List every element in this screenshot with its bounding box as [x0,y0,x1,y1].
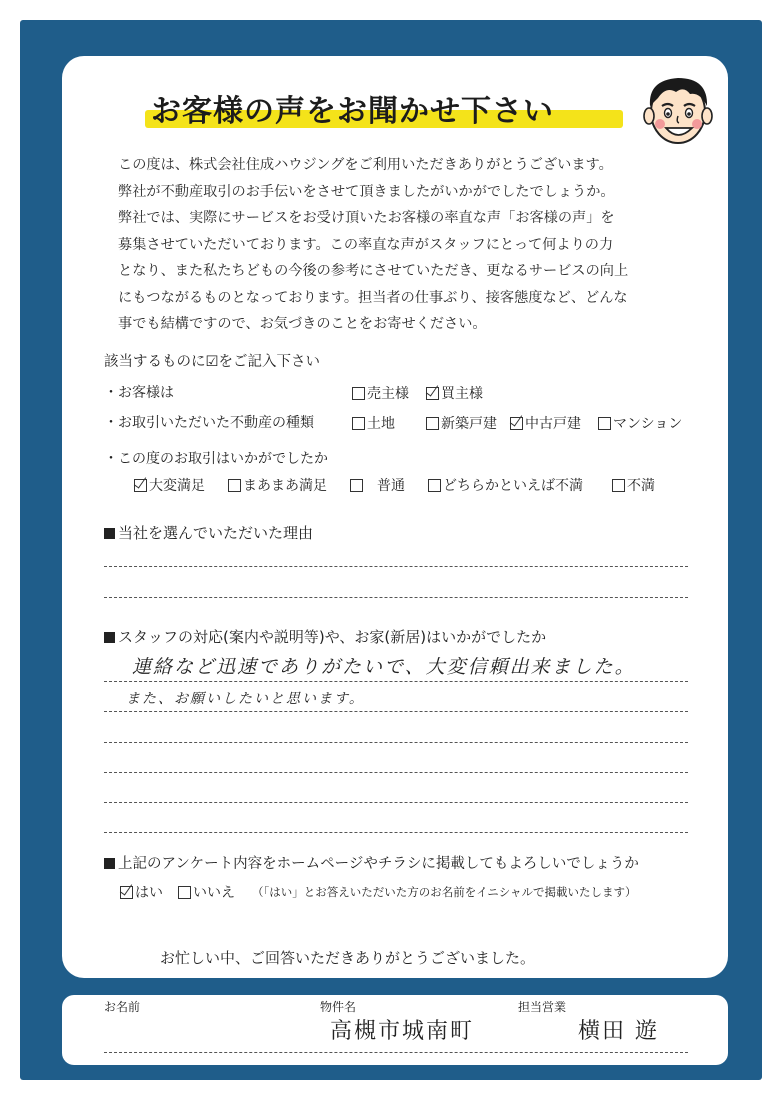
option-rather-dissatisfied[interactable] [428,475,583,495]
checkbox-seller[interactable] [352,387,365,400]
q3-label: ・この度のお取引はいかがでしたか [104,451,328,467]
option-buyer-label: 買主様 [441,386,483,402]
title-block [145,84,625,134]
section-staff-text: スタッフの対応(案内や説明等)や、お家(新居)はいかがでしたか [118,628,547,646]
checkbox-rather-dissatisfied[interactable] [428,479,441,492]
signature-line[interactable] [104,1052,688,1053]
option-new-house[interactable] [426,413,497,433]
checkbox-used-house[interactable] [510,417,523,430]
handwritten-answer-line2: また、お願いしたいと思います。 [126,691,365,707]
q2-label: ・お取引いただいた不動産の種類 [104,415,314,431]
reason-line-2[interactable] [104,597,688,598]
staff-line-1[interactable] [104,681,688,682]
page-title: お客様の声をお聞かせ下さい [151,94,554,129]
staff-face-illustration [638,68,718,148]
staff-line-4[interactable] [104,772,688,773]
section-publish-heading [104,852,639,873]
intro-paragraph [118,152,708,338]
sales-rep-label: 担当営業 [518,1000,567,1014]
section-reason-text: 当社を選んでいただいた理由 [118,524,314,542]
section-bullet [104,632,115,643]
option-land[interactable] [352,413,395,433]
sales-rep-handwritten: 横田 遊 [578,1019,659,1044]
option-land-label: 土地 [367,416,395,432]
option-somewhat-satisfied-label: まあまあ満足 [243,478,327,494]
section-reason-heading [104,522,313,543]
instruction-text: 該当するものに☑をご記入下さい [104,354,320,370]
section-bullet [104,858,115,869]
publish-yes[interactable] [120,882,163,902]
checkbox-somewhat-satisfied[interactable] [228,479,241,492]
section-staff-heading [104,626,546,647]
q1-label: ・お客様は [104,385,174,401]
intro-line: 弊社が不動産取引のお手伝いをさせて頂きましたがいかがでしたでしょうか。 [118,183,615,200]
option-dissatisfied-label: 不満 [627,478,655,494]
option-mansion[interactable] [598,413,682,433]
checkbox-land[interactable] [352,417,365,430]
staff-line-6[interactable] [104,832,688,833]
checkbox-dissatisfied[interactable] [612,479,625,492]
staff-line-3[interactable] [104,742,688,743]
checkbox-publish-yes[interactable] [120,886,133,899]
staff-line-2[interactable] [104,711,688,712]
intro-line: この度は、株式会社住成ハウジングをご利用いただきありがとうございます。 [118,157,613,173]
handwritten-answer-line1: 連絡など迅速でありがたいで、大変信頼出来ました。 [132,656,636,678]
staff-line-5[interactable] [104,802,688,803]
option-dissatisfied[interactable] [612,475,655,495]
option-used-house-label: 中古戸建 [525,416,581,432]
publish-no[interactable] [178,882,235,902]
property-label: 物件名 [320,1000,357,1014]
checkbox-new-house[interactable] [426,417,439,430]
option-buyer[interactable] [426,383,483,403]
publish-note: （「はい」とお答えいただいた方のお名前をイニシャルで掲載いたします） [252,885,637,899]
intro-line: 事でも結構ですので、お気づきのことをお寄せください。 [118,316,487,332]
checkbox-mansion[interactable] [598,417,611,430]
publish-no-label: いいえ [193,885,235,901]
option-used-house[interactable] [510,413,581,433]
option-somewhat-satisfied[interactable] [228,475,327,495]
option-mansion-label: マンション [613,416,683,432]
checkbox-very-satisfied[interactable] [134,479,147,492]
intro-line: 弊社では、実際にサービスをお受け頂いたお客様の率直な声「お客様の声」を [118,210,615,226]
option-very-satisfied-label: 大変満足 [149,478,205,494]
reason-line-1[interactable] [104,566,688,567]
section-publish-text: 上記のアンケート内容をホームページやチラシに掲載してもよろしいでしょうか [118,856,639,872]
option-seller[interactable] [352,383,409,403]
checkbox-normal[interactable] [350,479,363,492]
option-rather-dissatisfied-label: どちらかといえば不満 [443,478,583,494]
option-normal-label: 普通 [377,478,405,494]
checkbox-buyer[interactable] [426,387,439,400]
option-seller-label: 売主様 [367,386,409,402]
intro-line: となり、また私たちどもの今後の参考にさせていただき、更なるサービスの向上 [118,263,629,279]
option-new-house-label: 新築戸建 [441,416,497,432]
section-bullet [104,528,115,539]
option-normal[interactable] [350,475,405,495]
property-name-handwritten: 高槻市城南町 [330,1019,475,1044]
intro-line: 募集させていただいております。この率直な声がスタッフにとって何よりの力 [118,236,614,253]
name-label: お名前 [104,1000,141,1014]
thanks-message: お忙しい中、ご回答いただきありがとうございました。 [160,949,536,967]
option-very-satisfied[interactable] [134,475,205,495]
checkbox-publish-no[interactable] [178,886,191,899]
intro-line: にもつながるものとなっております。担当者の仕事ぶり、接客態度など、どんな [118,289,628,306]
publish-yes-label: はい [135,885,163,901]
